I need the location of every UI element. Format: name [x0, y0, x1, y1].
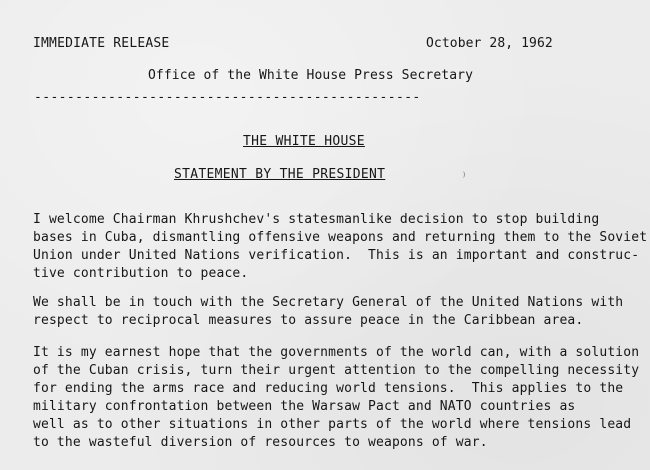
paragraph-3-line-1: It is my earnest hope that the governments of the world can, with a solution	[33, 345, 640, 360]
paragraph-3	[33, 344, 639, 452]
paragraph-2-line-2: respect to reciprocal measures to assure peace in the Caribbean area.	[33, 313, 584, 328]
paragraph-1-line-1: I welcome Chairman Khrushchev's statesmanlike decision to stop building	[33, 212, 600, 227]
paragraph-1-line-2: bases in Cuba, dismantling offensive weapons and returning them to the Soviet	[33, 230, 648, 245]
paragraph-3-line-3: for ending the arms race and reducing world tensions. This applies to the	[33, 381, 624, 396]
paragraph-3-line-5: well as to other situations in other parts of the world where tensions lead	[33, 417, 632, 432]
paragraph-1-line-4: tive contribution to peace.	[33, 266, 249, 281]
paragraph-3-line-2: of the Cuban crisis, turn their urgent attention to the compelling necessity	[33, 363, 640, 378]
release-date: October 28, 1962	[426, 36, 553, 51]
paragraph-3-line-6: to the wasteful diversion of resources to weapons of war.	[33, 435, 488, 450]
paragraph-1	[33, 211, 647, 283]
paragraph-1-line-3: Union under United Nations verification. This is an important and construc-	[33, 248, 640, 263]
paragraph-2	[33, 294, 623, 330]
release-label: IMMEDIATE RELEASE	[33, 36, 170, 51]
office-title: Office of the White House Press Secretary	[148, 68, 473, 83]
paper-mark	[460, 171, 465, 178]
dashed-rule: -----------------------------------------------	[34, 90, 421, 105]
paragraph-3-line-4: military confrontation between the Warsaw Pact and NATO countries as	[33, 399, 576, 414]
white-house-heading: THE WHITE HOUSE	[243, 134, 365, 149]
statement-heading: STATEMENT BY THE PRESIDENT	[174, 167, 386, 182]
paragraph-2-line-1: We shall be in touch with the Secretary General of the United Nations with	[33, 295, 624, 310]
